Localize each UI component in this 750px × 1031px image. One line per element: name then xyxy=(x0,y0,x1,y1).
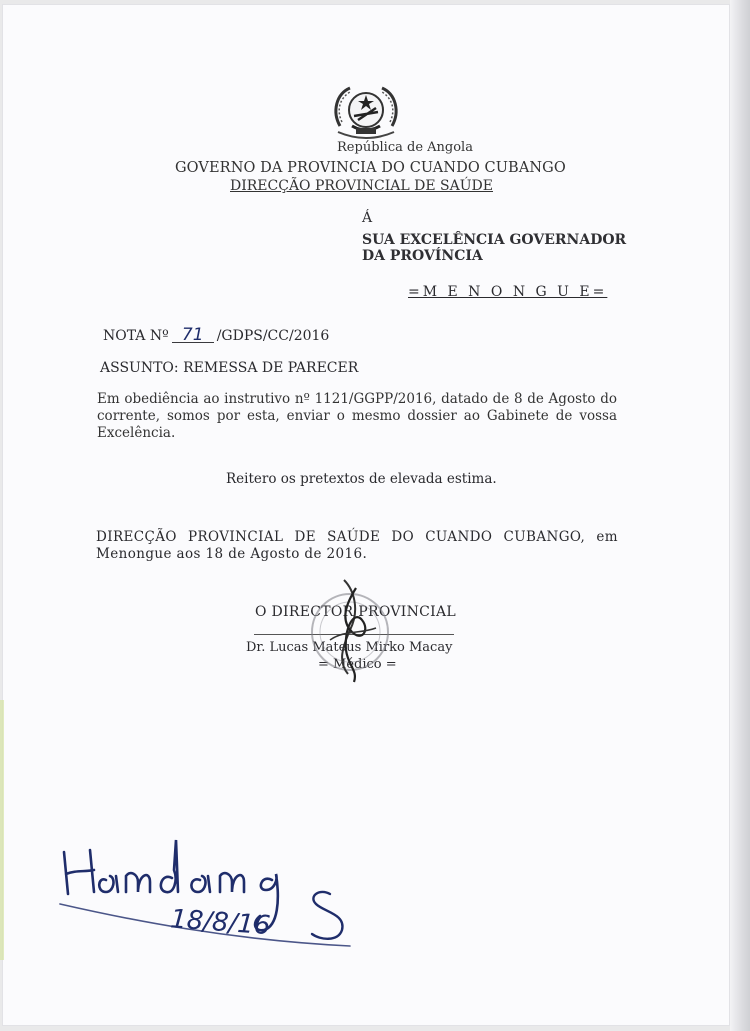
angola-emblem-icon xyxy=(330,82,402,142)
closing-line: Reitero os pretextos de elevada estima. xyxy=(226,471,497,487)
handwritten-note-icon xyxy=(50,830,370,970)
addressee-city: =M E N O N G U E= xyxy=(408,284,608,300)
header-department: DIRECÇÃO PROVINCIAL DE SAÚDE xyxy=(230,178,493,194)
reference-label: NOTA Nº xyxy=(103,328,169,344)
page-edge-tint xyxy=(0,700,4,960)
body-paragraph: Em obediência ao instrutivo nº 1121/GGPP/2016, datado de 8 de Agosto do corrente, somos por esta, enviar o mesmo dossier ao Gabinete de vossa Excelência. xyxy=(97,391,617,441)
signature-title: O DIRECTOR PROVINCIAL xyxy=(255,604,456,620)
header-government: GOVERNO DA PROVINCIA DO CUANDO CUBANGO xyxy=(175,160,566,176)
place-and-date: DIRECÇÃO PROVINCIAL DE SAÚDE DO CUANDO CUBANGO, em Menongue aos 18 de Agosto de 2016. xyxy=(96,529,618,562)
handwritten-date: 18/8/16 xyxy=(169,904,272,942)
reference-number xyxy=(103,325,330,345)
signature-role: = Médico = xyxy=(318,657,397,672)
header-country: República de Angola xyxy=(337,140,473,155)
addressee-line1: SUA EXCELÊNCIA GOVERNADOR xyxy=(362,232,627,248)
signature-name: Dr. Lucas Mateus Mirko Macay xyxy=(246,640,453,655)
official-stamp-icon xyxy=(300,570,410,690)
addressee-line2: DA PROVÍNCIA xyxy=(362,248,483,264)
addressee-prefix: Á xyxy=(362,210,373,226)
reference-handwritten-number: 71 xyxy=(172,328,214,343)
subject-line: ASSUNTO: REMESSA DE PARECER xyxy=(100,360,359,376)
reference-suffix: /GDPS/CC/2016 xyxy=(216,328,330,344)
